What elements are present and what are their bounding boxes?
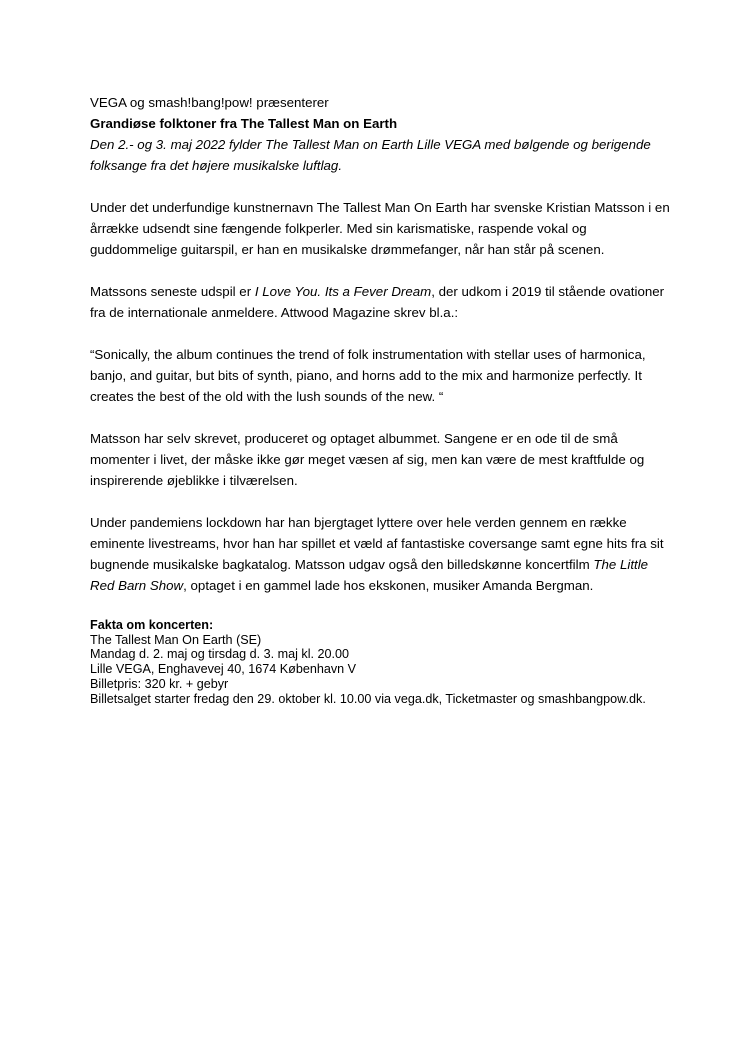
headline: Grandiøse folktoner fra The Tallest Man on Earth [90,116,398,131]
paragraph-2-text-before: Matssons seneste udspil er [90,284,255,299]
body-paragraph-1: Under det underfundige kunstnernavn The Tallest Man On Earth har svenske Kristian Matsson i en årrække udsendt sine fængende folkperler. Med sin karismatiske, raspende vokal og guddommelige guitarspil, er han en musikalske drømmefanger, når han står på scenen. [90,200,670,257]
facts-line-dates: Mandag d. 2. maj og tirsdag d. 3. maj kl. 20.00 [90,647,350,662]
review-quote: “Sonically, the album continues the trend of folk instrumentation with stellar uses of harmonica, banjo, and guitar, but bits of synth, piano, and horns add to the mix and harmonize perfectly. It creates the best of the old with the lush sounds of the new. “ [90,347,646,404]
body-paragraph-4 [90,512,670,596]
body-paragraph-3: Matsson har selv skrevet, produceret og optaget albummet. Sangene er en ode til de små momenter i livet, der måske ikke gør meget væsen af sig, men kan være de mest kraftfulde og inspirerende øjeblikke i tilværelsen. [90,431,645,488]
presenter-line: VEGA og smash!bang!pow! præsenterer [90,95,329,110]
body-paragraph-2 [90,281,670,323]
facts-line-venue: Lille VEGA, Enghavevej 40, 1674 København V [90,662,357,677]
facts-line-artist: The Tallest Man On Earth (SE) [90,632,262,647]
album-title: I Love You. Its a Fever Dream [254,284,432,299]
concert-film-title: The Little Red Barn Show [90,557,649,593]
facts-line-sale: Billetsalget starter fredag den 29. oktober kl. 10.00 via vega.dk, Ticketmaster og smashbangpow.dk. [90,691,646,706]
paragraph-2-text-after: , der udkom i 2019 til stående ovationer fra de internationale anmeldere. Attwood Magazine skrev bl.a.: [90,284,665,320]
paragraph-4-text-after: , optaget i en gammel lade hos ekskonen, musiker Amanda Bergman. [183,578,594,593]
paragraph-4-text-before: Under pandemiens lockdown har han bjergtaget lyttere over hele verden gennem en række eminente livestreams, hvor han har spillet et væld af fantastiske coversange samt egne hits fra sit bugnende musikalske bagkatalog. Matsson udgav også den billedskønne koncertfilm [90,515,664,572]
concert-facts [90,618,670,706]
lead-paragraph: Den 2.- og 3. maj 2022 fylder The Tallest Man on Earth Lille VEGA med bølgende og berigende folksange fra det højere musikalske luftlag. [90,137,651,173]
press-release-page [90,92,670,706]
facts-heading: Fakta om koncerten: [90,618,214,632]
facts-line-price: Billetpris: 320 kr. + gebyr [90,676,229,691]
